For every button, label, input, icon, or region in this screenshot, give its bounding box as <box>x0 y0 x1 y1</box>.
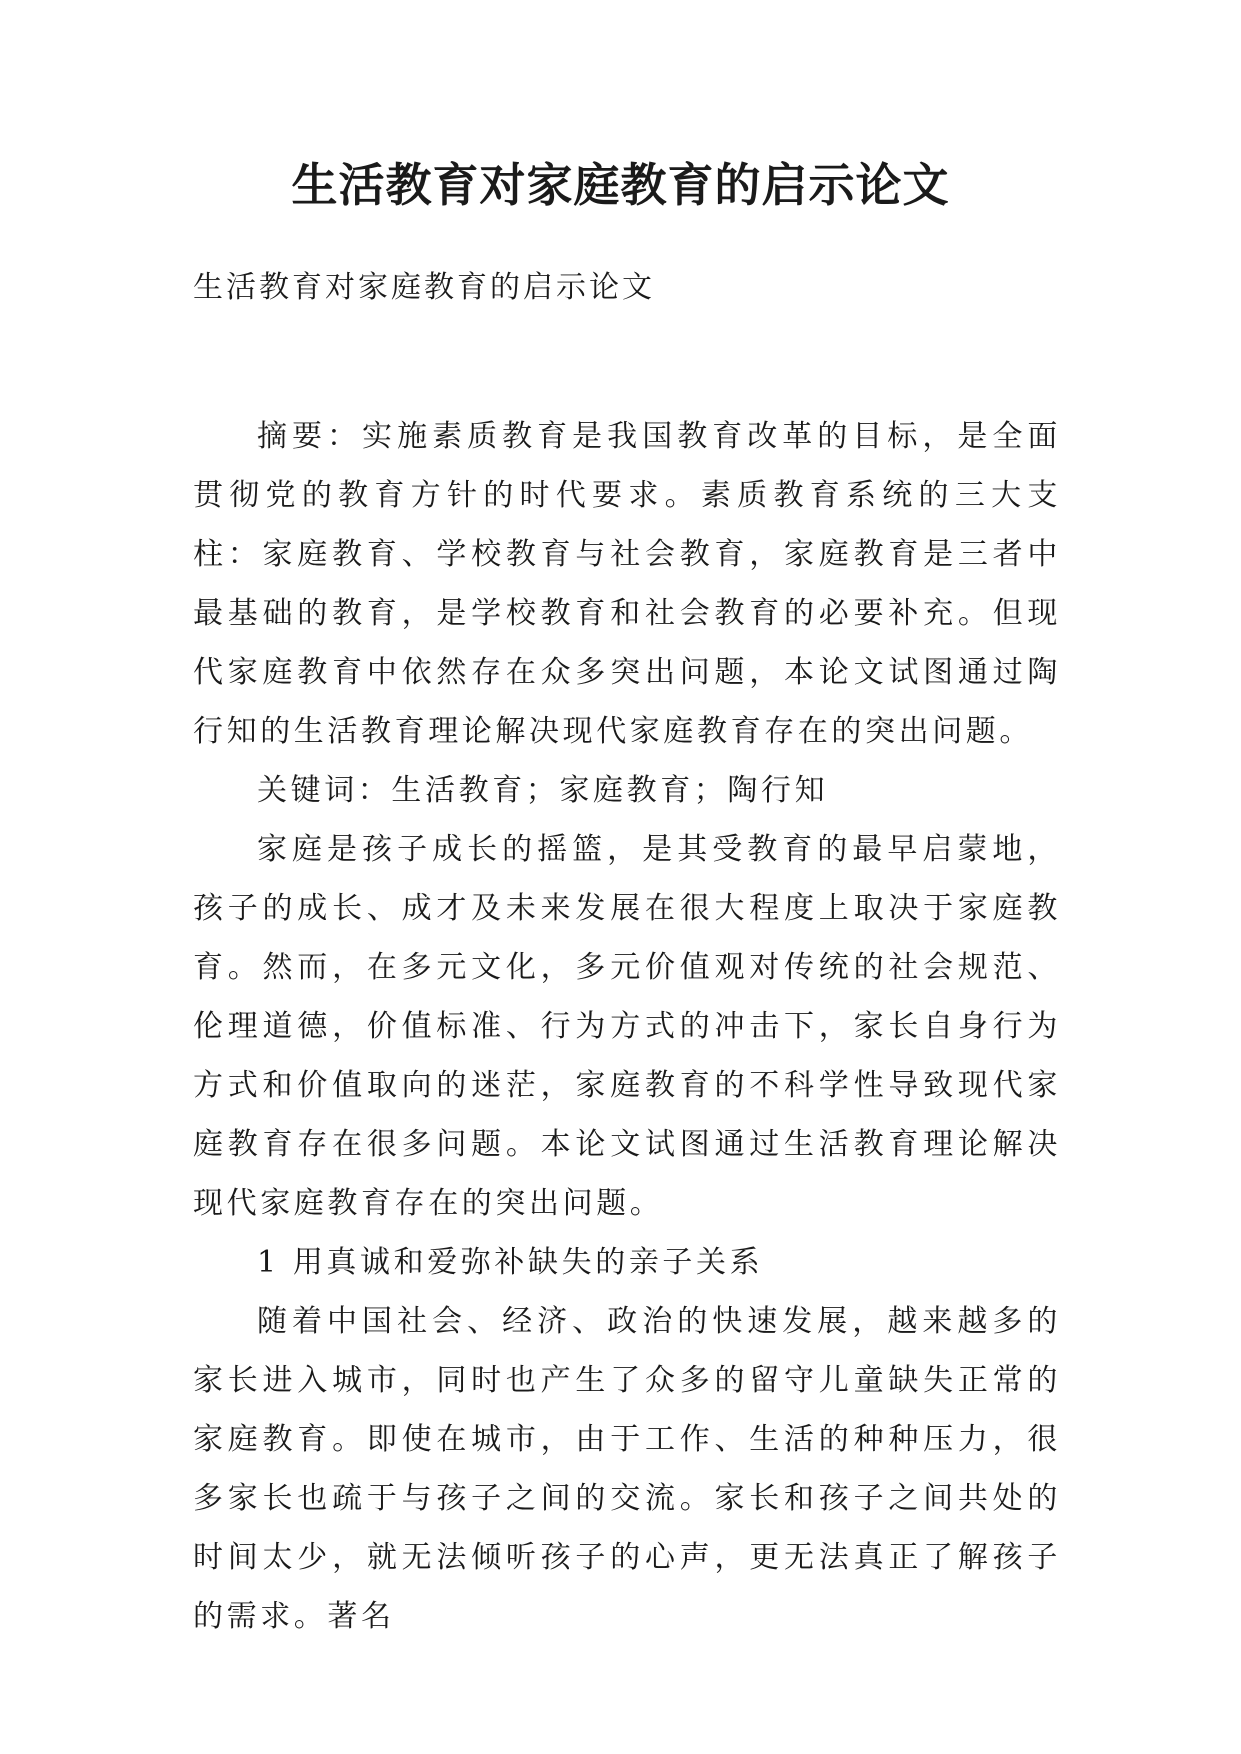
section-paragraph: 随着中国社会、经济、政治的快速发展，越来越多的家长进入城市，同时也产生了众多的留守儿童缺失正常的家庭教育。即使在城市，由于工作、生活的种种压力，很多家长也疏于与孩子之间的交流。家长和孩子之间共处的时间太少，就无法倾听孩子的心声，更无法真正了解孩子的需求。著名 <box>193 1304 1061 1634</box>
intro-paragraph: 家庭是孩子成长的摇篮，是其受教育的最早启蒙地，孩子的成长、成才及未来发展在很大程度上取决于家庭教育。然而，在多元文化，多元价值观对传统的社会规范、伦理道德，价值标准、行为方式的冲击下，家长自身行为方式和价值取向的迷茫，家庭教育的不科学性导致现代家庭教育存在很多问题。本论文试图通过生活教育理论解决现代家庭教育存在的突出问题。 <box>193 832 1061 1221</box>
document-subtitle: 生活教育对家庭教育的启示论文 <box>193 270 655 305</box>
document-title: 生活教育对家庭教育的启示论文 <box>291 158 950 212</box>
abstract-paragraph: 摘要：实施素质教育是我国教育改革的目标，是全面贯彻党的教育方针的时代要求。素质教育系统的三大支柱：家庭教育、学校教育与社会教育，家庭教育是三者中最基础的教育，是学校教育和社会教育的必要补充。但现代家庭教育中依然存在众多突出问题，本论文试图通过陶行知的生活教育理论解决现代家庭教育存在的突出问题。 <box>193 419 1061 749</box>
document-body <box>193 407 1061 1646</box>
keywords-paragraph: 关键词：生活教育；家庭教育；陶行知 <box>257 773 829 808</box>
section-heading: 1 用真诚和爱弥补缺失的亲子关系 <box>257 1245 764 1280</box>
